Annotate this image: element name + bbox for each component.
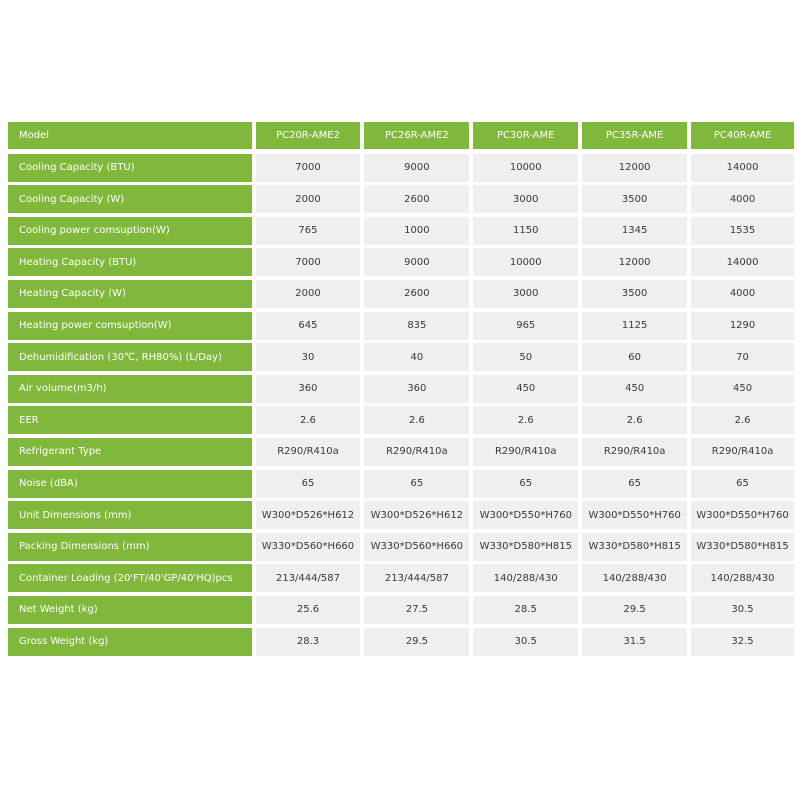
spec-value-cell: 9000 — [364, 154, 469, 182]
spec-value-cell: W330*D560*H660 — [364, 533, 469, 561]
spec-value-cell: 70 — [691, 343, 794, 371]
spec-label-cell: Heating Capacity (W) — [8, 280, 252, 308]
spec-value-cell: 12000 — [582, 154, 687, 182]
spec-value-cell: 28.5 — [473, 596, 578, 624]
spec-value-cell: 29.5 — [582, 596, 687, 624]
spec-value-cell: 12000 — [582, 248, 687, 276]
spec-value-cell: R290/R410a — [256, 438, 361, 466]
model-header-cell: PC35R-AME — [582, 122, 687, 149]
spec-value-cell: 3000 — [473, 185, 578, 213]
spec-value-cell: 1535 — [691, 217, 794, 245]
spec-value-cell: 213/444/587 — [364, 564, 469, 592]
table-row — [8, 470, 794, 498]
spec-value-cell: 14000 — [691, 154, 794, 182]
spec-value-cell: W300*D550*H760 — [691, 501, 794, 529]
spec-value-cell: 1150 — [473, 217, 578, 245]
spec-value-cell: 4000 — [691, 185, 794, 213]
spec-label-cell: Packing Dimensions (mm) — [8, 533, 252, 561]
spec-label-cell: Cooling Capacity (W) — [8, 185, 252, 213]
spec-table — [8, 122, 794, 659]
spec-value-cell: 1125 — [582, 312, 687, 340]
spec-value-cell: R290/R410a — [364, 438, 469, 466]
spec-value-cell: 10000 — [473, 154, 578, 182]
spec-value-cell: 2.6 — [473, 406, 578, 434]
spec-value-cell: 3500 — [582, 280, 687, 308]
spec-value-cell: 965 — [473, 312, 578, 340]
spec-value-cell: 3000 — [473, 280, 578, 308]
spec-value-cell: 2000 — [256, 280, 361, 308]
spec-value-cell: W330*D580*H815 — [582, 533, 687, 561]
spec-value-cell: 7000 — [256, 248, 361, 276]
spec-value-cell: 645 — [256, 312, 361, 340]
table-row — [8, 280, 794, 308]
spec-value-cell: 30 — [256, 343, 361, 371]
spec-label-cell: Cooling Capacity (BTU) — [8, 154, 252, 182]
spec-label-cell: Noise (dBA) — [8, 470, 252, 498]
model-header-cell: PC20R-AME2 — [256, 122, 361, 149]
spec-value-cell: 65 — [473, 470, 578, 498]
table-row — [8, 248, 794, 276]
table-row — [8, 438, 794, 466]
spec-label-cell: Net Weight (kg) — [8, 596, 252, 624]
spec-value-cell: 450 — [473, 375, 578, 403]
table-row — [8, 564, 794, 592]
spec-value-cell: 25.6 — [256, 596, 361, 624]
table-row — [8, 375, 794, 403]
spec-value-cell: 450 — [691, 375, 794, 403]
spec-value-cell: 360 — [256, 375, 361, 403]
spec-value-cell: 140/288/430 — [473, 564, 578, 592]
table-row — [8, 406, 794, 434]
spec-label-cell: Air volume(m3/h) — [8, 375, 252, 403]
spec-value-cell: 30.5 — [473, 628, 578, 656]
spec-label-cell: Container Loading (20'FT/40'GP/40'HQ)pcs — [8, 564, 252, 592]
spec-value-cell: 65 — [256, 470, 361, 498]
spec-label-cell: Dehumidification (30℃, RH80%) (L/Day) — [8, 343, 252, 371]
spec-value-cell: 835 — [364, 312, 469, 340]
spec-value-cell: 2.6 — [256, 406, 361, 434]
spec-value-cell: 60 — [582, 343, 687, 371]
spec-value-cell: 2600 — [364, 280, 469, 308]
spec-value-cell: 32.5 — [691, 628, 794, 656]
spec-value-cell: 50 — [473, 343, 578, 371]
spec-value-cell: 9000 — [364, 248, 469, 276]
spec-value-cell: 1000 — [364, 217, 469, 245]
spec-value-cell: W300*D526*H612 — [256, 501, 361, 529]
spec-value-cell: R290/R410a — [473, 438, 578, 466]
table-row — [8, 628, 794, 656]
spec-value-cell: 10000 — [473, 248, 578, 276]
spec-value-cell: 31.5 — [582, 628, 687, 656]
spec-value-cell: 14000 — [691, 248, 794, 276]
spec-value-cell: 2.6 — [364, 406, 469, 434]
spec-value-cell: 2.6 — [582, 406, 687, 434]
table-row — [8, 343, 794, 371]
spec-value-cell: 3500 — [582, 185, 687, 213]
spec-value-cell: 29.5 — [364, 628, 469, 656]
model-header-cell: PC26R-AME2 — [364, 122, 469, 149]
spec-value-cell: 765 — [256, 217, 361, 245]
spec-value-cell: 140/288/430 — [691, 564, 794, 592]
spec-value-cell: 65 — [364, 470, 469, 498]
table-row — [8, 533, 794, 561]
spec-value-cell: 1345 — [582, 217, 687, 245]
spec-value-cell: 27.5 — [364, 596, 469, 624]
spec-value-cell: W330*D580*H815 — [691, 533, 794, 561]
spec-value-cell: R290/R410a — [691, 438, 794, 466]
model-header-cell: PC30R-AME — [473, 122, 578, 149]
spec-value-cell: 213/444/587 — [256, 564, 361, 592]
spec-label-cell: Gross Weight (kg) — [8, 628, 252, 656]
spec-value-cell: 450 — [582, 375, 687, 403]
spec-value-cell: 360 — [364, 375, 469, 403]
spec-value-cell: 4000 — [691, 280, 794, 308]
table-row — [8, 596, 794, 624]
spec-value-cell: 2000 — [256, 185, 361, 213]
table-row — [8, 501, 794, 529]
spec-label-cell: EER — [8, 406, 252, 434]
spec-value-cell: 1290 — [691, 312, 794, 340]
model-header-cell: PC40R-AME — [691, 122, 794, 149]
table-header-row — [8, 122, 794, 149]
spec-label-cell: Unit Dimensions (mm) — [8, 501, 252, 529]
table-row — [8, 154, 794, 182]
spec-value-cell: W300*D550*H760 — [473, 501, 578, 529]
spec-value-cell: R290/R410a — [582, 438, 687, 466]
spec-value-cell: 2600 — [364, 185, 469, 213]
header-label-cell: Model — [8, 122, 252, 149]
spec-label-cell: Heating power comsuption(W) — [8, 312, 252, 340]
spec-value-cell: 65 — [582, 470, 687, 498]
spec-value-cell: 140/288/430 — [582, 564, 687, 592]
spec-value-cell: 65 — [691, 470, 794, 498]
spec-value-cell: 30.5 — [691, 596, 794, 624]
spec-value-cell: W300*D550*H760 — [582, 501, 687, 529]
spec-value-cell: 40 — [364, 343, 469, 371]
spec-value-cell: W300*D526*H612 — [364, 501, 469, 529]
spec-label-cell: Refrigerant Type — [8, 438, 252, 466]
spec-label-cell: Cooling power comsuption(W) — [8, 217, 252, 245]
spec-value-cell: W330*D580*H815 — [473, 533, 578, 561]
spec-label-cell: Heating Capacity (BTU) — [8, 248, 252, 276]
table-row — [8, 312, 794, 340]
table-row — [8, 217, 794, 245]
spec-value-cell: 7000 — [256, 154, 361, 182]
spec-value-cell: W330*D560*H660 — [256, 533, 361, 561]
table-row — [8, 185, 794, 213]
spec-value-cell: 2.6 — [691, 406, 794, 434]
spec-value-cell: 28.3 — [256, 628, 361, 656]
